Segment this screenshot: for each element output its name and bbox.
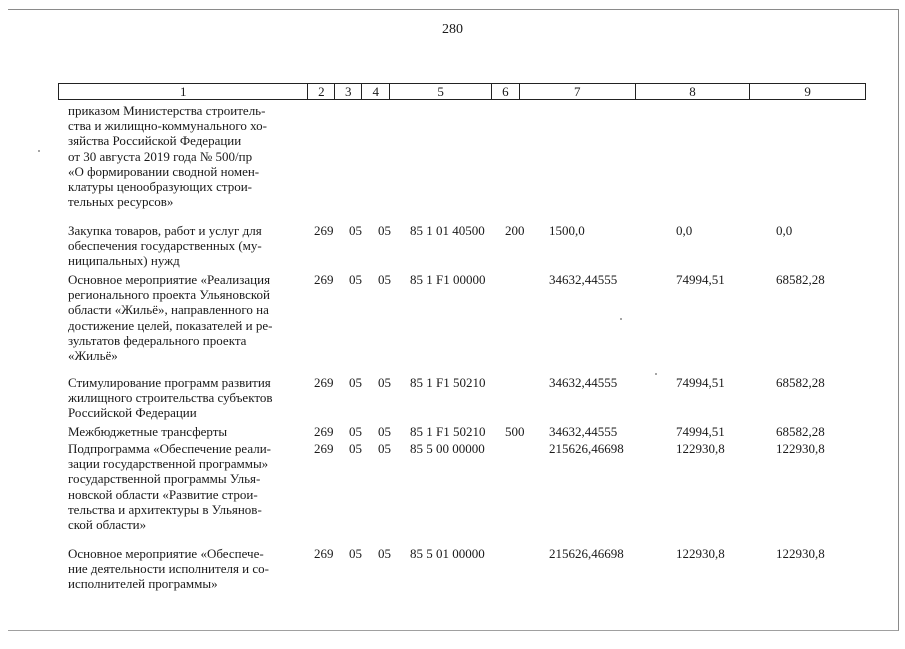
description-line: зации государственной программы»: [68, 456, 269, 472]
row-description: [68, 424, 302, 439]
cell-col-7: 34632,44555: [549, 424, 618, 439]
description-line: «О формировании сводной номен-: [68, 163, 260, 179]
description-line: приказом Министерства строитель-: [68, 103, 266, 118]
description-line: зяйства Российской Федерации: [68, 133, 242, 149]
description-line: Подпрограмма «Обеспечение реали-: [68, 441, 271, 456]
description-line: новской области «Развитие строи-: [68, 486, 258, 502]
cell-col-7: 215626,46698: [549, 546, 624, 561]
scan-speck: [620, 318, 622, 320]
description-line: Российской Федерации: [68, 405, 197, 421]
scan-speck: [38, 150, 40, 152]
description-line: Закупка товаров, работ и услуг для: [68, 223, 262, 238]
cell-col-3: 05: [349, 223, 362, 238]
cell-col-9: 122930,8: [776, 441, 825, 456]
cell-col-5: 85 1 01 40500: [410, 223, 485, 238]
description-line: ниципальных) нужд: [68, 253, 180, 269]
cell-col-9: 68582,28: [776, 272, 825, 287]
row-description: [68, 272, 302, 363]
cell-col-7: 34632,44555: [549, 272, 618, 287]
header-col-3: 3: [335, 84, 362, 99]
description-line: Межбюджетные трансферты: [68, 424, 228, 439]
cell-col-3: 05: [349, 441, 362, 456]
description-line: Основное мероприятие «Реализация: [68, 272, 271, 287]
row-description: [68, 103, 302, 209]
description-line: ской области»: [68, 517, 147, 533]
cell-col-2: 269: [314, 424, 334, 439]
description-line: регионального проекта Ульяновской: [68, 287, 270, 303]
cell-col-4: 05: [378, 223, 391, 238]
description-line: исполнителей программы»: [68, 576, 218, 592]
header-col-5: 5: [390, 84, 492, 99]
cell-col-4: 05: [378, 272, 391, 287]
row-description: [68, 546, 302, 592]
header-col-4: 4: [362, 84, 390, 99]
cell-col-3: 05: [349, 424, 362, 439]
cell-col-2: 269: [314, 375, 334, 390]
description-line: «Жильё»: [68, 348, 118, 364]
cell-col-5: 85 5 00 00000: [410, 441, 485, 456]
cell-col-9: 122930,8: [776, 546, 825, 561]
cell-col-8: 122930,8: [676, 441, 725, 456]
row-description: [68, 223, 302, 269]
description-line: области «Жильё», направленного на: [68, 302, 269, 318]
cell-col-7: 1500,0: [549, 223, 585, 238]
cell-col-2: 269: [314, 546, 334, 561]
cell-col-5: 85 1 F1 50210: [410, 375, 486, 390]
description-line: ние деятельности исполнителя и со-: [68, 561, 269, 577]
cell-col-8: 74994,51: [676, 375, 725, 390]
cell-col-8: 122930,8: [676, 546, 725, 561]
cell-col-2: 269: [314, 223, 334, 238]
cell-col-5: 85 5 01 00000: [410, 546, 485, 561]
description-line: Основное мероприятие «Обеспече-: [68, 546, 264, 561]
cell-col-9: 68582,28: [776, 375, 825, 390]
description-line: обеспечения государственных (му-: [68, 238, 262, 254]
header-col-9: 9: [804, 84, 811, 99]
description-line: государственной программы Улья-: [68, 471, 261, 487]
description-line: достижение целей, показателей и ре-: [68, 317, 273, 333]
cell-col-5: 85 1 F1 00000: [410, 272, 486, 287]
cell-col-3: 05: [349, 375, 362, 390]
cell-col-7: 34632,44555: [549, 375, 618, 390]
description-line: тельства и архитектуры в Ульянов-: [68, 501, 262, 517]
row-description: [68, 441, 302, 532]
cell-col-8: 0,0: [676, 223, 693, 238]
cell-col-5: 85 1 F1 50210: [410, 424, 486, 439]
cell-col-7: 215626,46698: [549, 441, 624, 456]
description-line: ства и жилищно-коммунального хо-: [68, 118, 267, 134]
cell-col-6: 500: [505, 424, 525, 439]
description-line: клатуры ценообразующих строи-: [68, 179, 252, 195]
cell-col-4: 05: [378, 441, 391, 456]
cell-col-4: 05: [378, 546, 391, 561]
header-col-1: 1: [59, 84, 308, 99]
table-header-row: [58, 83, 866, 100]
cell-col-4: 05: [378, 424, 391, 439]
header-col-6: 6: [492, 84, 520, 99]
cell-col-2: 269: [314, 272, 334, 287]
header-col-7: 7: [520, 84, 636, 99]
cell-col-8: 74994,51: [676, 272, 725, 287]
row-description: [68, 375, 302, 421]
scan-speck: [655, 373, 657, 375]
description-line: тельных ресурсов»: [68, 194, 174, 210]
cell-col-3: 05: [349, 546, 362, 561]
cell-col-6: 200: [505, 223, 525, 238]
header-col-2: 2: [308, 84, 335, 99]
cell-col-8: 74994,51: [676, 424, 725, 439]
cell-col-2: 269: [314, 441, 334, 456]
page-number: 280: [442, 22, 463, 37]
cell-col-9: 0,0: [776, 223, 793, 238]
cell-col-3: 05: [349, 272, 362, 287]
description-line: зультатов федерального проекта: [68, 332, 247, 348]
description-line: от 30 августа 2019 года № 500/пр: [68, 148, 253, 164]
cell-col-9: 68582,28: [776, 424, 825, 439]
description-line: Стимулирование программ развития: [68, 375, 271, 390]
description-line: жилищного строительства субъектов: [68, 390, 273, 406]
cell-col-4: 05: [378, 375, 391, 390]
header-col-8: 8: [636, 84, 751, 99]
